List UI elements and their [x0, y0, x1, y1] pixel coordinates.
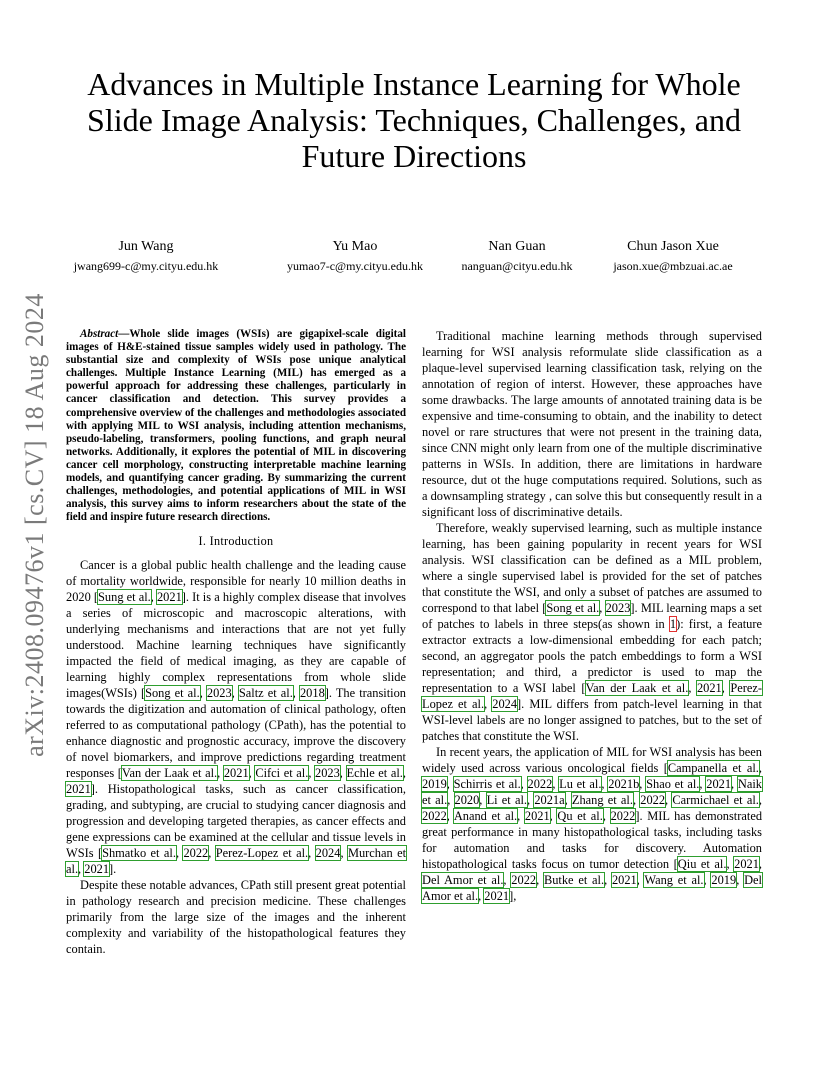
abstract-text: Whole slide images (WSIs) are gigapixel-scale digital images of H&E-stained tissue samples widely used in pathology. The substantial size and complexity of WSIs pose unique analytical challenges. Multiple Instance Learning (MIL) has emerged as a powerful approach for addressing these challenges, particularly in cancer classification and detection. This survey provides a comprehensive overview of the challenges and methodologies associated with applying MIL to WSI analysis, including attention mechanisms, pseudo-labeling, transformers, pooling functions, and graph neural networks. Additionally, it explores the potential of MIL in discovering cancer cell morphology, constructing interpretable machine learning models, and quantifying cancer grading. By summarizing the current challenges, methodologies, and potential applications of MIL in WSI analysis, this survey aims to inform researchers about the state of the field and inspire future research directions.	[66, 328, 406, 524]
author-email: nanguan@cityu.edu.hk	[461, 259, 573, 273]
abstract-label: Abstract	[80, 328, 119, 340]
citation-link[interactable]: 2019	[711, 873, 737, 887]
intro-paragraph-5: In recent years, the application of MIL for WSI analysis has been widely used across various oncological fields [Campanella et al., 2019, Schirris et al., 2022, Lu et al., 2021b, Shao et al., 2021, Naik et al., 2020, Li et al., 2021a, Zhang et al., 2022, Carmichael et al., 2022, Anand et al., 2021, Qu et al., 2022]. MIL has demonstrated great performance in many histopathological tasks, including tasks for automation and tasks for discovery. Automation histopathological tasks focus on tumor detection [Qiu et al., 2021, Del Amor et al., 2022, Butke et al., 2021, Wang et al., 2019, Del Amor et al., 2021],	[422, 745, 763, 903]
citation-link[interactable]: Qiu et al.	[677, 857, 727, 871]
arxiv-id: arXiv:2408.09476v1 [cs.CV] 18 Aug 2024	[20, 293, 49, 757]
figure-ref-link[interactable]: 1	[669, 617, 677, 631]
citation-link[interactable]: Del Amor et al.	[422, 873, 504, 887]
citation-link[interactable]: Van der Laak et al.	[585, 681, 689, 695]
citation-link[interactable]: Perez-Lopez et al.	[422, 681, 762, 711]
intro-paragraph-3: Traditional machine learning methods through supervised learning for WSI analysis reformulate slide classification as a plaque-level supervised learning classification task, relying on the annotation of region of interst. However, these approaches have some drawbacks. The large amounts of annotated training data is be expensive and time-consuming to obtain, and the inability to detect novel or rare structures that were not present in the training data, since CNN might only learn from one of the multiple discriminative patterns in WSIs. In addition, there are limitations in hardware resource, dut ot the huge computations required. Solutions, such as a downsampling strategy , can solve this but consequently result in a significant loss of discriminative details.	[422, 329, 762, 519]
intro-paragraph-1: Cancer is a global public health challenge and the leading cause of mortality worldwide, responsible for nearly 10 million deaths in 2020 [Sung et al., 2021]. It is a highly complex disease that involves a series of microscopic and macroscopic alterations, with underlying mechanisms and interactions that are not yet fully understood. Machine learning techniques have significantly impacted the field of medical imaging, as they are capable of learning highly complex representations from whole slide images(WSIs) [Song et al., 2023, Saltz et al., 2018]. The transition towards the digitization and automation of clinical pathology, often referred to as computational pathology (CPath), has the potential to enhance diagnostic and prognostic accuracy, improve the discovery of novel biomarkers, and improve predictions regarding treatment responses [Van der Laak et al., 2021, Cifci et al., 2023, Echle et al., 2021]. Histopathological tasks, such as cancer classification, grading, and subtyping, are crucial to studying cancer diagnosis and progression and developing targeted therapies, as cancer effects and gene expressions can be examined at the cellular and tissue levels in WSIs [Shmatko et al., 2022, Perez-Lopez et al., 2024, Murchan et al., 2021].	[66, 558, 407, 877]
author-name: Chun Jason Xue	[627, 239, 719, 254]
citation-link[interactable]: Song et al.	[145, 686, 200, 701]
arxiv-stamp	[21, 290, 49, 760]
citation-link[interactable]: 2021	[706, 777, 732, 791]
citation-link[interactable]: 2020	[454, 793, 480, 807]
citation-link[interactable]: 2022	[511, 873, 537, 887]
author-email: jason.xue@mbzuai.ac.ae	[613, 259, 733, 273]
citation-link[interactable]: Echle et al.	[346, 766, 403, 781]
intro-paragraph-4: Therefore, weakly supervised learning, such as multiple instance learning, has been gaining popularity in recent years for WSI analysis. WSI classification can be defined as a MIL problem, where a single supervised label is provided for the set of patches that constitute the WSI, and only a subset of patches are assumed to correspond to that label [Song et al., 2023]. MIL learning maps a set of patches to labels in three steps(as shown in 1): first, a feature extractor extracts a low-dimensional embedding for each patch; second, an aggregator pools the patch embeddings to form a WSI representation; and third, a predictor is used to map the representation to a WSI label [Van der Laak et al., 2021, Perez-Lopez et al., 2024]. MIL differs from patch-level learning in that WSI-level labels are no longer assigned to patches, but to the set of patches that constitute the WSI.	[422, 521, 763, 743]
citation-link[interactable]: 2021	[484, 889, 510, 903]
author-name: Yu Mao	[332, 239, 378, 254]
citation-link[interactable]: Murchan et al.	[66, 846, 407, 877]
citation-link[interactable]: 2022	[422, 809, 447, 823]
right-column	[422, 328, 762, 904]
citation-link[interactable]: 2022	[183, 846, 209, 861]
citation-link[interactable]: Schirris et al.	[453, 777, 521, 791]
citation-link[interactable]: Campanella et al.	[667, 761, 759, 775]
citation-link[interactable]: Carmichael et al.	[672, 793, 759, 807]
citation-link[interactable]: 2021	[734, 857, 759, 871]
author-email: jwang699-c@my.cityu.edu.hk	[73, 259, 219, 273]
author-block	[583, 238, 763, 274]
section-heading: I. Introduction	[198, 534, 274, 549]
citation-link[interactable]: Li et al.	[486, 793, 527, 807]
citation-link[interactable]: 2023	[315, 766, 340, 781]
citation-link[interactable]: 2021	[223, 766, 249, 781]
left-column	[66, 328, 406, 957]
citation-link[interactable]: 2022	[527, 777, 553, 791]
citation-link[interactable]: Song et al.	[546, 601, 600, 615]
abstract	[66, 328, 406, 524]
citation-link[interactable]: 2022	[610, 809, 636, 823]
citation-link[interactable]: Lu et al.	[559, 777, 602, 791]
citation-link[interactable]: Van der Laak et al.	[121, 766, 218, 781]
citation-link[interactable]: 2021a	[534, 793, 565, 807]
citation-link[interactable]: 2023	[206, 686, 232, 701]
intro-paragraph-2: Despite these notable advances, CPath still present great potential in pathology research and precision medicine. These challenges primarily from the large size of the images and the inherent complexity and variability of the histopathological features they contain.	[66, 878, 406, 957]
citation-link[interactable]: 2021	[84, 862, 110, 877]
citation-link[interactable]: Shmatko et al.	[102, 846, 176, 861]
citation-link[interactable]: 2023	[605, 601, 631, 615]
citation-link[interactable]: 2021	[156, 590, 182, 605]
citation-link[interactable]: Wang et al.	[644, 873, 704, 887]
author-block	[265, 238, 445, 274]
citation-link[interactable]: 2021	[611, 873, 637, 887]
citation-link[interactable]: 2022	[640, 793, 666, 807]
citation-link[interactable]: 2021	[524, 809, 550, 823]
citation-link[interactable]: 2019	[422, 777, 447, 791]
author-block	[427, 238, 607, 274]
author-name: Jun Wang	[118, 239, 174, 254]
citation-link[interactable]: Zhang et al.	[571, 793, 633, 807]
citation-link[interactable]: Cifci et al.	[255, 766, 309, 781]
citation-link[interactable]: Qu et al.	[557, 809, 603, 823]
paper-title: Advances in Multiple Instance Learning for Whole Slide Image Analysis: Techniques, Challenges, and Future Directions	[87, 66, 741, 174]
citation-link[interactable]: 2018	[299, 686, 325, 701]
citation-link[interactable]: Perez-Lopez et al.	[215, 846, 309, 861]
citation-link[interactable]: Saltz et al.	[238, 686, 293, 701]
citation-link[interactable]: Del Amor et al.	[422, 873, 762, 903]
citation-link[interactable]: 2021	[66, 782, 91, 797]
citation-link[interactable]: 2021b	[608, 777, 640, 791]
abstract-dash: —	[118, 328, 130, 340]
citation-link[interactable]: Sung et al.	[98, 590, 151, 605]
citation-link[interactable]: 2024	[315, 846, 341, 861]
citation-link[interactable]: 2024	[492, 697, 518, 711]
citation-link[interactable]: Anand et al.	[453, 809, 518, 823]
citation-link[interactable]: Butke et al.	[543, 873, 605, 887]
author-name: Nan Guan	[488, 239, 546, 254]
citation-link[interactable]: Shao et al.	[646, 777, 700, 791]
author-email: yumao7-c@my.cityu.edu.hk	[287, 259, 423, 273]
author-block	[56, 238, 236, 274]
citation-link[interactable]: Naik et al.	[422, 777, 762, 807]
citation-link[interactable]: 2021	[696, 681, 722, 695]
